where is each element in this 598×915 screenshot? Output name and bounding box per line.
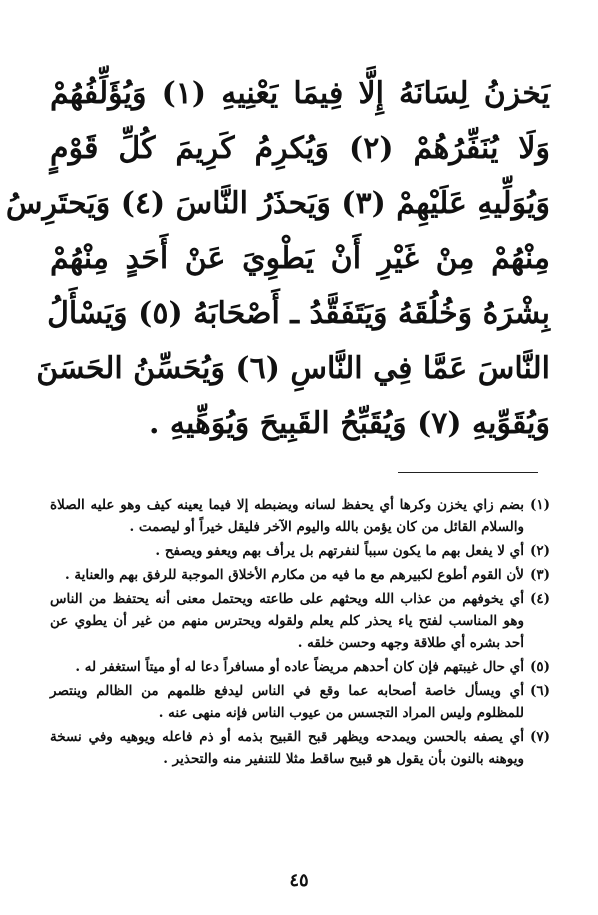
footnote-number: (١) — [529, 497, 550, 513]
footnote-number: (٥) — [529, 659, 550, 675]
main-text-line: وَيُوَلِّيهِ عَلَيْهِمْ (٣) وَيَحذَرُ النَّاسَ (٤) وَيَحتَرِسُ — [5, 186, 550, 221]
main-text-line: النَّاسَ عَمَّا فِي النَّاسِ (٦) وَيُحَسِّنُ الحَسَنَ — [36, 351, 550, 386]
main-text-line: بِشْرَهُ وَخُلُقَهُ وَيَتَفَقَّدُ ـ أَصْحَابَهُ (٥) وَيَسْأَلُ — [47, 296, 550, 331]
footnote-text: بضم زاي يخزن وكرها أي يحفظ لسانه ويضبطه إلا فيما يعينه كيف وهو عليه الصلاة والسلام القائل من كان يؤمن بالله واليوم الآخر فليقل خيراً أو ليصمت . — [50, 497, 524, 535]
footnote — [50, 494, 550, 538]
footnote — [50, 726, 550, 770]
footnote — [50, 656, 550, 678]
footnote-number: (٣) — [529, 567, 550, 583]
main-text-block — [5, 66, 550, 451]
footnote — [50, 588, 550, 654]
footnotes-block — [50, 494, 550, 772]
footnote-number: (٦) — [529, 683, 550, 699]
footnote-number: (٤) — [529, 591, 550, 607]
footnote-text: أي ويسأل خاصة أصحابه عما وقع في الناس ليدفع ظلمهم من الظالم وينتصر للمظلوم وليس المراد التجسس من عيوب الناس فإنه منهى عنه . — [50, 683, 524, 721]
main-text-line: وَيُقَوِّيهِ (٧) وَيُقَبِّحُ القَبِيحَ وَيُوَهِّيهِ . — [149, 406, 550, 441]
main-text-line: وَلَا يُنَفِّرُهُمْ (٢) وَيُكرِمُ كَرِيمَ كُلِّ قَوْمٍ — [50, 131, 550, 166]
footnote-separator — [398, 472, 538, 473]
footnote-number: (٧) — [529, 729, 550, 745]
main-text-line: يَخزنُ لِسَانَهُ إِلَّا فِيمَا يَعْنِيهِ (١) وَيُؤَلِّفُهُمْ — [50, 76, 550, 111]
footnote-text: أي يصفه بالحسن ويمدحه ويظهر قبح القبيح بذمه أو ذم فاعله ويوهيه وفي نسخة ويوهنه بالنون بأن يقول هو قبيح ساقط مثلا للتنفير منه والتحذير . — [50, 729, 524, 767]
page-number: ٤٥ — [289, 870, 309, 891]
footnote-text: لأن القوم أطوع لكبيرهم مع ما فيه من مكارم الأخلاق الموجبة للرفق بهم والعناية . — [64, 567, 524, 583]
main-text-line: مِنْهُمْ مِنْ غَيْرِ أَنْ يَطْوِيَ عَنْ أَحَدٍ مِنْهُمْ — [50, 241, 550, 276]
footnote-text: أي يخوفهم من عذاب الله ويحثهم على طاعته ويحتمل معنى أنه يحتفظ من الناس وهو المناسب لفتح ياء يحذر كلم يعلم ولقوله ويحترس منهم من غير أن يطوي عن أحد بشره أي طلاقة وجهه وحسن خلقه . — [50, 591, 524, 651]
footnote — [50, 540, 550, 562]
footnote-text: أي لا يفعل بهم ما يكون سبباً لنفرتهم بل يرأف بهم ويعفو ويصفح . — [155, 543, 524, 559]
footnote-text: أي حال غيبتهم فإن كان أحدهم مريضاً عاده أو مسافراً دعا له أو ميتاً استغفر له . — [75, 659, 524, 675]
footnote — [50, 564, 550, 586]
footnote — [50, 680, 550, 724]
footnote-number: (٢) — [529, 543, 550, 559]
